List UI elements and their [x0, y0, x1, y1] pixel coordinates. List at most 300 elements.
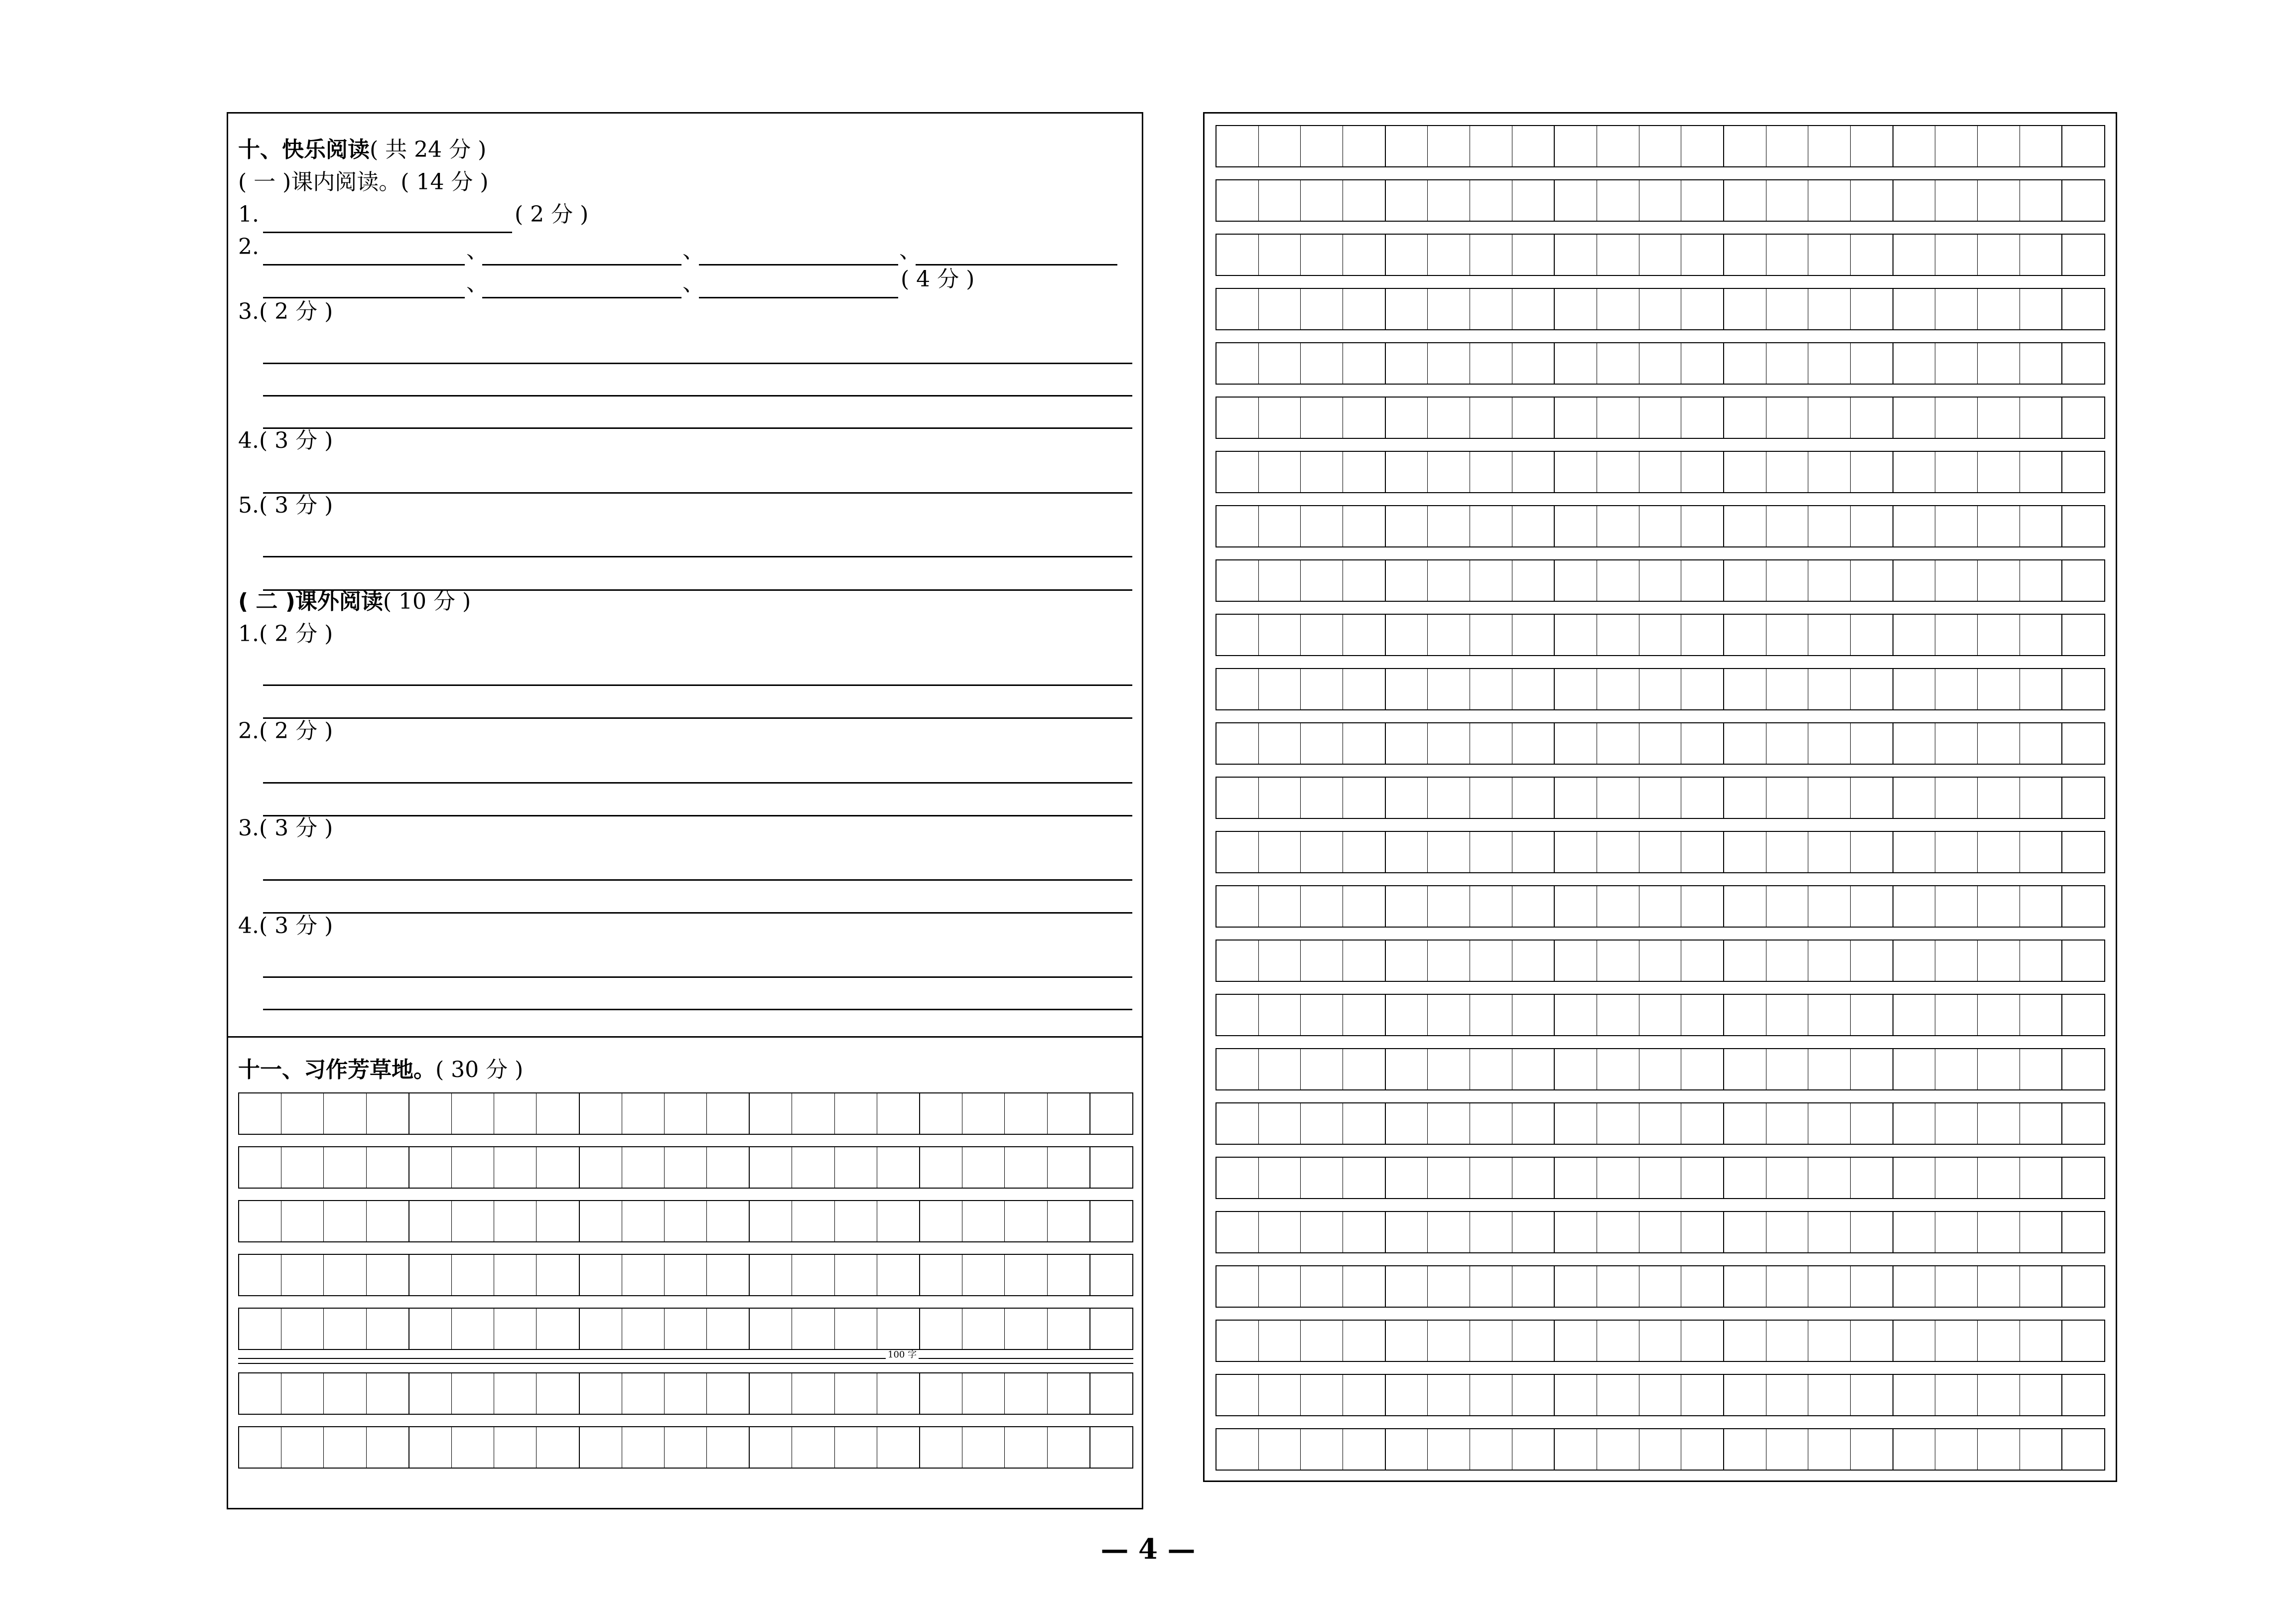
grid-cell[interactable] [1681, 1266, 1723, 1307]
grid-cell[interactable] [2061, 669, 2104, 709]
grid-cell[interactable] [536, 1309, 578, 1349]
grid-cell[interactable] [1850, 180, 1892, 221]
grid-cell[interactable] [1512, 1429, 1554, 1470]
grid-cell[interactable] [1681, 1158, 1723, 1198]
grid-cell[interactable] [1300, 506, 1343, 546]
grid-cell[interactable] [1470, 343, 1512, 384]
grid-cell[interactable] [1216, 778, 1258, 818]
grid-cell[interactable] [1681, 1321, 1723, 1361]
grid-cell[interactable] [1808, 995, 1850, 1035]
grid-cell[interactable] [1766, 778, 1808, 818]
grid-cell[interactable] [962, 1427, 1004, 1468]
grid-cell[interactable] [2020, 886, 2062, 927]
grid-cell[interactable] [1977, 1049, 2020, 1089]
grid-cell[interactable] [2020, 1321, 2062, 1361]
grid-cell[interactable] [1808, 398, 1850, 438]
grid-cell[interactable] [962, 1309, 1004, 1349]
grid-cell[interactable] [1808, 1212, 1850, 1252]
grid-cell[interactable] [2061, 615, 2104, 655]
grid-cell[interactable] [1385, 723, 1428, 764]
grid-cell[interactable] [1385, 995, 1428, 1035]
grid-cell[interactable] [1427, 235, 1470, 275]
p2q2-answer-line[interactable] [263, 782, 1132, 784]
grid-cell[interactable] [1216, 723, 1258, 764]
grid-cell[interactable] [1723, 452, 1766, 492]
grid-cell[interactable] [1089, 1147, 1132, 1188]
grid-cell[interactable] [1343, 180, 1385, 221]
grid-cell[interactable] [1639, 235, 1681, 275]
grid-cell[interactable] [1554, 723, 1597, 764]
grid-cell[interactable] [749, 1201, 792, 1241]
grid-cell[interactable] [1808, 1103, 1850, 1144]
grid-cell[interactable] [579, 1201, 622, 1241]
grid-cell[interactable] [1766, 126, 1808, 166]
grid-cell[interactable] [706, 1201, 749, 1241]
grid-cell[interactable] [1470, 941, 1512, 981]
grid-cell[interactable] [1977, 1212, 2020, 1252]
grid-cell[interactable] [1639, 126, 1681, 166]
grid-cell[interactable] [494, 1373, 536, 1414]
grid-cell[interactable] [1300, 941, 1343, 981]
grid-cell[interactable] [494, 1201, 536, 1241]
grid-cell[interactable] [2061, 398, 2104, 438]
grid-cell[interactable] [1343, 723, 1385, 764]
grid-cell[interactable] [2061, 723, 2104, 764]
grid-cell[interactable] [494, 1309, 536, 1349]
grid-cell[interactable] [834, 1427, 877, 1468]
grid-cell[interactable] [1597, 941, 1639, 981]
grid-cell[interactable] [1343, 1375, 1385, 1415]
grid-cell[interactable] [706, 1427, 749, 1468]
grid-cell[interactable] [1597, 126, 1639, 166]
grid-cell[interactable] [1597, 289, 1639, 329]
grid-cell[interactable] [1216, 180, 1258, 221]
grid-cell[interactable] [2020, 615, 2062, 655]
grid-cell[interactable] [2020, 506, 2062, 546]
grid-cell[interactable] [1385, 235, 1428, 275]
grid-cell[interactable] [1935, 778, 1977, 818]
grid-cell[interactable] [1343, 1212, 1385, 1252]
grid-cell[interactable] [1639, 180, 1681, 221]
grid-cell[interactable] [1343, 1049, 1385, 1089]
grid-cell[interactable] [1512, 615, 1554, 655]
grid-cell[interactable] [1808, 886, 1850, 927]
grid-cell[interactable] [1004, 1427, 1047, 1468]
grid-cell[interactable] [1808, 1266, 1850, 1307]
grid-cell[interactable] [1470, 995, 1512, 1035]
grid-cell[interactable] [1681, 832, 1723, 872]
grid-cell[interactable] [919, 1427, 962, 1468]
grid-cell[interactable] [1723, 235, 1766, 275]
grid-cell[interactable] [1808, 1158, 1850, 1198]
grid-cell[interactable] [1385, 289, 1428, 329]
grid-cell[interactable] [1470, 669, 1512, 709]
grid-cell[interactable] [1850, 126, 1892, 166]
grid-cell[interactable] [792, 1309, 834, 1349]
grid-cell[interactable] [1808, 723, 1850, 764]
grid-cell[interactable] [1597, 235, 1639, 275]
grid-cell[interactable] [1808, 560, 1850, 601]
grid-cell[interactable] [834, 1255, 877, 1295]
grid-cell[interactable] [1216, 506, 1258, 546]
p2q3-answer-line[interactable] [263, 912, 1132, 914]
grid-cell[interactable] [323, 1373, 366, 1414]
grid-cell[interactable] [1512, 669, 1554, 709]
grid-cell[interactable] [1723, 886, 1766, 927]
grid-cell[interactable] [1681, 235, 1723, 275]
grid-cell[interactable] [919, 1255, 962, 1295]
grid-cell[interactable] [1597, 343, 1639, 384]
grid-cell[interactable] [1977, 995, 2020, 1035]
grid-cell[interactable] [366, 1255, 408, 1295]
grid-cell[interactable] [1766, 995, 1808, 1035]
grid-cell[interactable] [1723, 995, 1766, 1035]
grid-cell[interactable] [1681, 1103, 1723, 1144]
grid-cell[interactable] [962, 1147, 1004, 1188]
grid-cell[interactable] [877, 1093, 919, 1134]
grid-cell[interactable] [1258, 126, 1301, 166]
grid-cell[interactable] [2020, 398, 2062, 438]
grid-cell[interactable] [1258, 995, 1301, 1035]
grid-cell[interactable] [1766, 1375, 1808, 1415]
grid-cell[interactable] [1512, 1266, 1554, 1307]
grid-cell[interactable] [2061, 1321, 2104, 1361]
grid-cell[interactable] [1766, 452, 1808, 492]
grid-cell[interactable] [706, 1147, 749, 1188]
grid-cell[interactable] [1850, 506, 1892, 546]
grid-cell[interactable] [323, 1427, 366, 1468]
grid-cell[interactable] [2061, 1266, 2104, 1307]
grid-cell[interactable] [1808, 1321, 1850, 1361]
q2-blank-6[interactable] [482, 297, 681, 298]
grid-cell[interactable] [749, 1093, 792, 1134]
grid-cell[interactable] [2061, 832, 2104, 872]
grid-cell[interactable] [1639, 723, 1681, 764]
grid-cell[interactable] [1427, 506, 1470, 546]
grid-cell[interactable] [706, 1093, 749, 1134]
grid-cell[interactable] [1343, 1321, 1385, 1361]
grid-cell[interactable] [962, 1093, 1004, 1134]
grid-cell[interactable] [1385, 886, 1428, 927]
grid-cell[interactable] [1554, 1049, 1597, 1089]
grid-cell[interactable] [451, 1309, 494, 1349]
grid-cell[interactable] [1808, 615, 1850, 655]
grid-cell[interactable] [1427, 778, 1470, 818]
grid-cell[interactable] [1343, 126, 1385, 166]
grid-cell[interactable] [1977, 289, 2020, 329]
grid-cell[interactable] [1554, 886, 1597, 927]
grid-cell[interactable] [1850, 1158, 1892, 1198]
grid-cell[interactable] [2020, 452, 2062, 492]
grid-cell[interactable] [1977, 615, 2020, 655]
grid-cell[interactable] [1892, 886, 1935, 927]
grid-cell[interactable] [1512, 506, 1554, 546]
grid-cell[interactable] [1935, 452, 1977, 492]
grid-cell[interactable] [1470, 778, 1512, 818]
q3-answer-line[interactable] [263, 427, 1132, 429]
grid-cell[interactable] [451, 1147, 494, 1188]
grid-cell[interactable] [536, 1147, 578, 1188]
grid-cell[interactable] [1935, 723, 1977, 764]
grid-cell[interactable] [1808, 941, 1850, 981]
grid-cell[interactable] [451, 1201, 494, 1241]
grid-cell[interactable] [1681, 615, 1723, 655]
grid-cell[interactable] [579, 1093, 622, 1134]
grid-cell[interactable] [1470, 615, 1512, 655]
grid-cell[interactable] [2020, 1375, 2062, 1415]
grid-cell[interactable] [281, 1255, 323, 1295]
grid-cell[interactable] [1385, 452, 1428, 492]
grid-cell[interactable] [1639, 941, 1681, 981]
grid-cell[interactable] [1723, 1103, 1766, 1144]
grid-cell[interactable] [749, 1309, 792, 1349]
grid-cell[interactable] [1554, 506, 1597, 546]
grid-cell[interactable] [1723, 778, 1766, 818]
grid-cell[interactable] [1723, 506, 1766, 546]
grid-cell[interactable] [1300, 452, 1343, 492]
grid-cell[interactable] [1681, 1375, 1723, 1415]
grid-cell[interactable] [1300, 723, 1343, 764]
grid-cell[interactable] [1977, 723, 2020, 764]
grid-cell[interactable] [1385, 778, 1428, 818]
grid-cell[interactable] [2020, 1103, 2062, 1144]
grid-cell[interactable] [1343, 289, 1385, 329]
grid-cell[interactable] [1639, 506, 1681, 546]
grid-cell[interactable] [1850, 995, 1892, 1035]
grid-cell[interactable] [1850, 832, 1892, 872]
grid-cell[interactable] [1047, 1309, 1089, 1349]
grid-cell[interactable] [1004, 1093, 1047, 1134]
grid-cell[interactable] [408, 1373, 451, 1414]
grid-cell[interactable] [1512, 886, 1554, 927]
q1-answer-line[interactable] [263, 232, 512, 233]
grid-cell[interactable] [1808, 343, 1850, 384]
grid-cell[interactable] [1723, 723, 1766, 764]
grid-cell[interactable] [323, 1093, 366, 1134]
grid-cell[interactable] [281, 1309, 323, 1349]
grid-cell[interactable] [1385, 832, 1428, 872]
grid-cell[interactable] [1892, 1321, 1935, 1361]
grid-cell[interactable] [1216, 126, 1258, 166]
grid-cell[interactable] [1766, 1429, 1808, 1470]
grid-cell[interactable] [1977, 941, 2020, 981]
grid-cell[interactable] [2020, 560, 2062, 601]
grid-cell[interactable] [1935, 615, 1977, 655]
grid-cell[interactable] [1977, 398, 2020, 438]
grid-cell[interactable] [2020, 1266, 2062, 1307]
grid-cell[interactable] [1554, 1266, 1597, 1307]
grid-cell[interactable] [1597, 452, 1639, 492]
grid-cell[interactable] [2061, 1212, 2104, 1252]
grid-cell[interactable] [1639, 995, 1681, 1035]
grid-cell[interactable] [1512, 1049, 1554, 1089]
grid-cell[interactable] [2020, 180, 2062, 221]
grid-cell[interactable] [1427, 1212, 1470, 1252]
grid-cell[interactable] [1300, 1266, 1343, 1307]
grid-cell[interactable] [1977, 235, 2020, 275]
grid-cell[interactable] [622, 1201, 664, 1241]
grid-cell[interactable] [1300, 1103, 1343, 1144]
grid-cell[interactable] [1470, 398, 1512, 438]
grid-cell[interactable] [1977, 832, 2020, 872]
grid-cell[interactable] [1216, 235, 1258, 275]
grid-cell[interactable] [1850, 669, 1892, 709]
grid-cell[interactable] [1723, 1266, 1766, 1307]
grid-cell[interactable] [1850, 1375, 1892, 1415]
grid-cell[interactable] [1343, 452, 1385, 492]
grid-cell[interactable] [622, 1373, 664, 1414]
grid-cell[interactable] [1935, 1212, 1977, 1252]
grid-cell[interactable] [1470, 1321, 1512, 1361]
grid-cell[interactable] [2061, 235, 2104, 275]
grid-cell[interactable] [1343, 941, 1385, 981]
grid-cell[interactable] [494, 1147, 536, 1188]
grid-cell[interactable] [1766, 289, 1808, 329]
grid-cell[interactable] [1977, 1158, 2020, 1198]
grid-cell[interactable] [1639, 832, 1681, 872]
grid-cell[interactable] [1850, 1321, 1892, 1361]
grid-cell[interactable] [1089, 1373, 1132, 1414]
grid-cell[interactable] [1977, 886, 2020, 927]
grid-cell[interactable] [1343, 886, 1385, 927]
grid-cell[interactable] [1597, 778, 1639, 818]
grid-cell[interactable] [1512, 398, 1554, 438]
grid-cell[interactable] [451, 1255, 494, 1295]
grid-cell[interactable] [792, 1255, 834, 1295]
grid-cell[interactable] [1470, 235, 1512, 275]
q2-blank-3[interactable] [699, 264, 898, 266]
grid-cell[interactable] [1892, 452, 1935, 492]
grid-cell[interactable] [1681, 398, 1723, 438]
grid-cell[interactable] [1977, 1429, 2020, 1470]
grid-cell[interactable] [1470, 452, 1512, 492]
grid-cell[interactable] [1300, 1158, 1343, 1198]
grid-cell[interactable] [877, 1309, 919, 1349]
grid-cell[interactable] [1639, 1158, 1681, 1198]
grid-cell[interactable] [1850, 343, 1892, 384]
p2q3-answer-line[interactable] [263, 879, 1132, 881]
grid-cell[interactable] [1258, 615, 1301, 655]
grid-cell[interactable] [1470, 560, 1512, 601]
grid-cell[interactable] [1554, 180, 1597, 221]
grid-cell[interactable] [1554, 1429, 1597, 1470]
grid-cell[interactable] [1850, 723, 1892, 764]
grid-cell[interactable] [408, 1147, 451, 1188]
grid-cell[interactable] [1850, 560, 1892, 601]
grid-cell[interactable] [1258, 343, 1301, 384]
grid-cell[interactable] [1850, 941, 1892, 981]
grid-cell[interactable] [1977, 452, 2020, 492]
grid-cell[interactable] [1385, 506, 1428, 546]
grid-cell[interactable] [834, 1373, 877, 1414]
grid-cell[interactable] [408, 1255, 451, 1295]
grid-cell[interactable] [1216, 1212, 1258, 1252]
grid-cell[interactable] [1427, 1266, 1470, 1307]
grid-cell[interactable] [749, 1427, 792, 1468]
grid-cell[interactable] [1597, 398, 1639, 438]
grid-cell[interactable] [1766, 1103, 1808, 1144]
grid-cell[interactable] [1216, 452, 1258, 492]
grid-cell[interactable] [1216, 886, 1258, 927]
grid-cell[interactable] [1766, 941, 1808, 981]
grid-cell[interactable] [1512, 941, 1554, 981]
grid-cell[interactable] [1427, 289, 1470, 329]
grid-cell[interactable] [1892, 506, 1935, 546]
grid-cell[interactable] [1681, 778, 1723, 818]
grid-cell[interactable] [792, 1201, 834, 1241]
grid-cell[interactable] [1723, 398, 1766, 438]
grid-cell[interactable] [1427, 1375, 1470, 1415]
q5-answer-line[interactable] [263, 556, 1132, 557]
grid-cell[interactable] [1977, 506, 2020, 546]
grid-cell[interactable] [366, 1427, 408, 1468]
grid-cell[interactable] [1258, 1321, 1301, 1361]
grid-cell[interactable] [2020, 778, 2062, 818]
grid-cell[interactable] [1723, 1375, 1766, 1415]
grid-cell[interactable] [2020, 235, 2062, 275]
grid-cell[interactable] [1004, 1309, 1047, 1349]
grid-cell[interactable] [622, 1093, 664, 1134]
grid-cell[interactable] [2061, 289, 2104, 329]
grid-cell[interactable] [1935, 289, 1977, 329]
grid-cell[interactable] [877, 1373, 919, 1414]
grid-cell[interactable] [1766, 615, 1808, 655]
grid-cell[interactable] [1808, 1375, 1850, 1415]
grid-cell[interactable] [1343, 1158, 1385, 1198]
grid-cell[interactable] [749, 1255, 792, 1295]
grid-cell[interactable] [1639, 615, 1681, 655]
grid-cell[interactable] [579, 1373, 622, 1414]
grid-cell[interactable] [1639, 398, 1681, 438]
grid-cell[interactable] [1554, 398, 1597, 438]
grid-cell[interactable] [1216, 398, 1258, 438]
grid-cell[interactable] [1554, 995, 1597, 1035]
grid-cell[interactable] [1892, 615, 1935, 655]
grid-cell[interactable] [1935, 235, 1977, 275]
grid-cell[interactable] [1258, 452, 1301, 492]
grid-cell[interactable] [1512, 126, 1554, 166]
grid-cell[interactable] [1004, 1201, 1047, 1241]
grid-cell[interactable] [1892, 1429, 1935, 1470]
grid-cell[interactable] [1723, 1049, 1766, 1089]
grid-cell[interactable] [622, 1427, 664, 1468]
grid-cell[interactable] [1892, 723, 1935, 764]
grid-cell[interactable] [2061, 1375, 2104, 1415]
grid-cell[interactable] [1681, 506, 1723, 546]
grid-cell[interactable] [1977, 126, 2020, 166]
grid-cell[interactable] [1216, 1375, 1258, 1415]
grid-cell[interactable] [1470, 886, 1512, 927]
grid-cell[interactable] [1258, 1049, 1301, 1089]
grid-cell[interactable] [1597, 506, 1639, 546]
grid-cell[interactable] [1427, 1103, 1470, 1144]
grid-cell[interactable] [1300, 560, 1343, 601]
grid-cell[interactable] [1977, 1321, 2020, 1361]
grid-cell[interactable] [1343, 832, 1385, 872]
grid-cell[interactable] [366, 1147, 408, 1188]
grid-cell[interactable] [1300, 1375, 1343, 1415]
grid-cell[interactable] [1554, 1321, 1597, 1361]
grid-cell[interactable] [1004, 1255, 1047, 1295]
grid-cell[interactable] [1892, 1049, 1935, 1089]
grid-cell[interactable] [749, 1373, 792, 1414]
grid-cell[interactable] [834, 1201, 877, 1241]
grid-cell[interactable] [1681, 995, 1723, 1035]
grid-cell[interactable] [1681, 180, 1723, 221]
grid-cell[interactable] [1216, 289, 1258, 329]
grid-cell[interactable] [1216, 1158, 1258, 1198]
grid-cell[interactable] [1723, 1429, 1766, 1470]
